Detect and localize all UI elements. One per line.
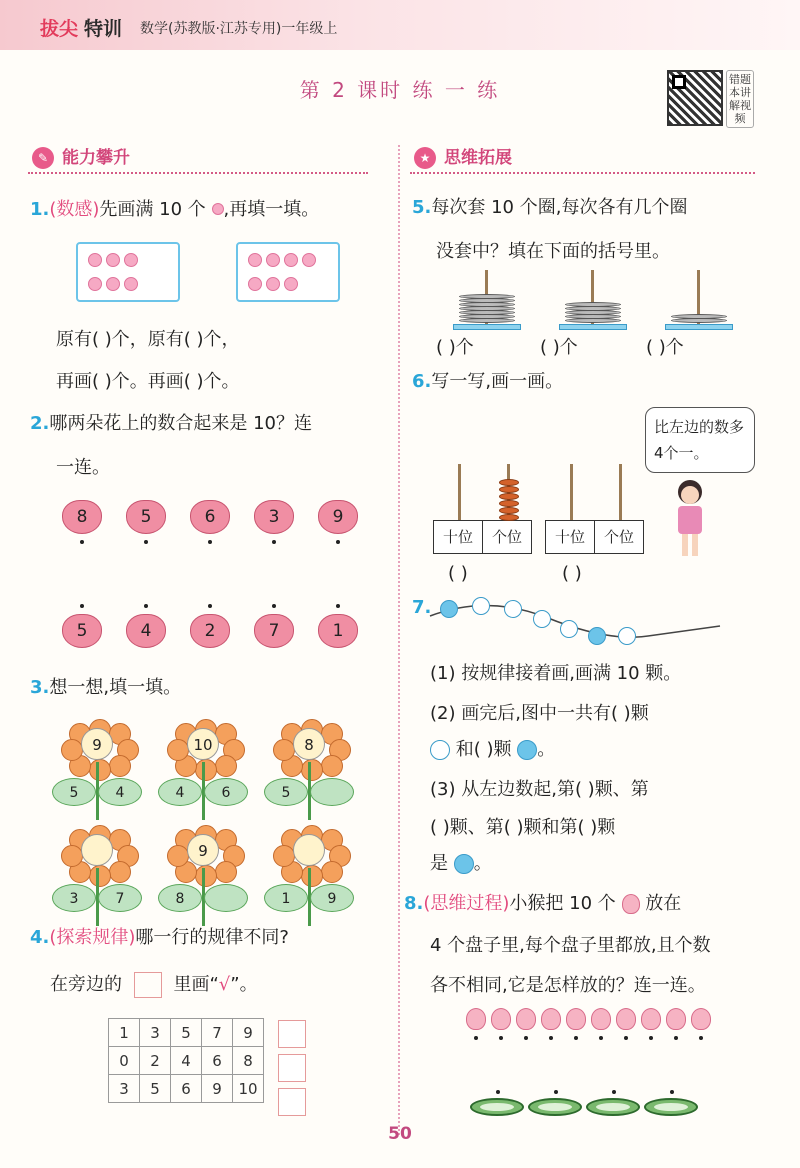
q2-top-flower[interactable] [190, 500, 230, 534]
abacus-b-ones: 个位 [594, 520, 644, 554]
flower-leaf-right[interactable]: 4 [98, 778, 142, 806]
table-cell: 2 [140, 1047, 171, 1075]
number-flower [158, 718, 248, 838]
table-row [109, 1075, 264, 1103]
bead-white-icon [533, 610, 551, 628]
flower-leaf-left[interactable]: 3 [52, 884, 96, 912]
table-row [109, 1019, 264, 1047]
q1-text: 1.(数感)先画满 10 个 ,再填一填。 [30, 199, 320, 220]
abacus-bead-icon [499, 500, 519, 507]
flower-number: 1 [332, 621, 344, 641]
q1-line1[interactable]: 原有( )个，原有( )个， [56, 329, 240, 350]
peach-icon [516, 1008, 536, 1030]
q2-bot-flower[interactable] [190, 614, 230, 648]
q8-text3: 4 个盘子里,每个盘子里都放,且个数 [430, 935, 711, 956]
table-cell: 8 [233, 1047, 264, 1075]
peach-icon [466, 1008, 486, 1030]
peach-icon [566, 1008, 586, 1030]
q8-text: 8.(思维过程)小猴把 10 个 放在 [404, 893, 682, 914]
number-flower [264, 718, 354, 838]
q2-bot-flower[interactable] [254, 614, 294, 648]
section-thinking: ★ 思维拓展 [410, 142, 755, 174]
table-cell: 9 [233, 1019, 264, 1047]
peg-base [559, 324, 627, 330]
connect-dot[interactable] [624, 1036, 628, 1040]
bead-blue-icon [588, 627, 606, 645]
flower-center[interactable]: 10 [187, 728, 219, 760]
peg-base [453, 324, 521, 330]
q7-s2[interactable]: (2) 画完后,图中一共有( )颗 [430, 703, 649, 724]
plate-icon[interactable] [470, 1098, 524, 1116]
subject-title: 数学(苏教版·江苏专用)一年级上 [140, 21, 338, 37]
q5-text2: 没套中？填在下面的括号里。 [436, 241, 670, 262]
connect-dot[interactable] [336, 604, 340, 608]
peach-icon [591, 1008, 611, 1030]
q2-bot-flower[interactable] [126, 614, 166, 648]
q5-text: 5.每次套 10 个圈,每次各有几个圈 [412, 197, 688, 218]
table-cell: 1 [109, 1019, 140, 1047]
connect-dot[interactable] [554, 1090, 558, 1094]
table-cell: 5 [140, 1075, 171, 1103]
flower-number: 5 [76, 621, 88, 641]
peach-icon [691, 1008, 711, 1030]
ring-icon [459, 294, 515, 299]
peach-icon [641, 1008, 661, 1030]
connect-dot[interactable] [649, 1036, 653, 1040]
table-row [109, 1047, 264, 1075]
circle-icon [212, 203, 224, 215]
q3-text: 3.想一想,填一填。 [30, 677, 182, 698]
connect-dot[interactable] [674, 1036, 678, 1040]
connect-dot[interactable] [699, 1036, 703, 1040]
q2-top-flower[interactable] [318, 500, 358, 534]
q6-paren-a[interactable]: ( ) [448, 563, 468, 584]
girl-icon [670, 480, 710, 560]
flower-leaf-right[interactable] [310, 778, 354, 806]
q8-text4: 各不相同,它是怎样放的？连一连。 [430, 975, 706, 996]
qr-code-icon[interactable] [667, 70, 723, 126]
section-icon: ✎ [32, 147, 54, 169]
peach-icon [622, 894, 640, 914]
flower-leaf-left[interactable]: 4 [158, 778, 202, 806]
connect-dot[interactable] [144, 604, 148, 608]
q7-s5[interactable]: ( )颗、第( )颗和第( )颗 [430, 817, 616, 838]
peach-icon [616, 1008, 636, 1030]
flower-leaf-right[interactable] [204, 884, 248, 912]
flower-center[interactable] [293, 834, 325, 866]
flower-center[interactable]: 8 [293, 728, 325, 760]
q2-bot-flower[interactable] [318, 614, 358, 648]
q4-check-box-3[interactable] [278, 1088, 306, 1116]
connect-dot[interactable] [272, 604, 276, 608]
section-ability: ✎ 能力攀升 [28, 142, 368, 174]
flower-number: 2 [204, 621, 216, 641]
abacus-a-ones: 个位 [482, 520, 532, 554]
flower-number: 5 [140, 507, 152, 527]
brand-b: 特训 [84, 18, 123, 40]
q1-box-a [76, 242, 180, 302]
flower-leaf-right[interactable]: 9 [310, 884, 354, 912]
table-cell: 3 [109, 1075, 140, 1103]
q5-answer-3[interactable]: ( )个 [646, 337, 684, 358]
peach-icon [541, 1008, 561, 1030]
q5-answer-1[interactable]: ( )个 [436, 337, 474, 358]
q4-table [108, 1018, 264, 1103]
lesson-title: 第 2 课时 练 一 练 [299, 78, 501, 102]
column-divider [398, 145, 400, 1135]
connect-dot[interactable] [208, 604, 212, 608]
connect-dot[interactable] [574, 1036, 578, 1040]
number-flower [52, 718, 142, 838]
table-cell: 7 [202, 1019, 233, 1047]
q2-top-flower[interactable] [126, 500, 166, 534]
q4-table-wrap [108, 1018, 264, 1103]
connect-dot[interactable] [474, 1036, 478, 1040]
blue-bead-icon [454, 854, 474, 874]
table-cell: 10 [233, 1075, 264, 1103]
q5-answer-2[interactable]: ( )个 [540, 337, 578, 358]
q2-top-flower[interactable] [254, 500, 294, 534]
flower-leaf-left[interactable]: 8 [158, 884, 202, 912]
q7-s1: (1) 按规律接着画,画满 10 颗。 [430, 663, 682, 684]
abacus-bead-icon [499, 493, 519, 500]
q2-text2: 一连。 [56, 457, 110, 478]
ring-icon [565, 302, 621, 307]
q6-text: 6.写一写,画一画。 [412, 371, 564, 392]
table-cell: 0 [109, 1047, 140, 1075]
bead-white-icon [504, 600, 522, 618]
flower-center[interactable]: 9 [187, 834, 219, 866]
speech-bubble: 比左边的数多4个一。 [645, 407, 755, 473]
connect-dot[interactable] [272, 540, 276, 544]
abacus-bead-icon [499, 507, 519, 514]
table-cell: 6 [202, 1047, 233, 1075]
flower-leaf-left[interactable]: 1 [264, 884, 308, 912]
ring-icon [671, 314, 727, 319]
bead-white-icon [560, 620, 578, 638]
connect-dot[interactable] [496, 1090, 500, 1094]
q6-paren-b[interactable]: ( ) [562, 563, 582, 584]
q7-num: 7. [412, 597, 432, 618]
connect-dot[interactable] [144, 540, 148, 544]
connect-dot[interactable] [499, 1036, 503, 1040]
abacus-b-tens-rod [570, 464, 573, 520]
connect-dot[interactable] [612, 1090, 616, 1094]
table-cell: 6 [171, 1075, 202, 1103]
table-cell: 3 [140, 1019, 171, 1047]
section-icon: ★ [414, 147, 436, 169]
flower-leaf-right[interactable]: 6 [204, 778, 248, 806]
flower-leaf-left[interactable]: 5 [264, 778, 308, 806]
q7-s3[interactable]: 和( )颗 。 [430, 738, 555, 762]
q4-check-box-1[interactable] [278, 1020, 306, 1048]
connect-dot[interactable] [208, 540, 212, 544]
number-flower [52, 824, 142, 944]
q7-s4[interactable]: (3) 从左边数起,第( )颗、第 [430, 779, 649, 800]
abacus-b-tens: 十位 [545, 520, 595, 554]
abacus-bead-icon [499, 514, 519, 521]
abacus-a-tens: 十位 [433, 520, 483, 554]
number-flower [158, 824, 248, 944]
bead-blue-icon [440, 600, 458, 618]
plate-icon[interactable] [528, 1098, 582, 1116]
blue-bead-icon [517, 740, 537, 760]
connect-dot[interactable] [80, 604, 84, 608]
flower-number: 8 [76, 507, 88, 527]
connect-dot[interactable] [336, 540, 340, 544]
flower-number: 6 [204, 507, 216, 527]
flower-center[interactable]: 9 [81, 728, 113, 760]
page-number: 50 [388, 1124, 412, 1144]
check-box-icon [134, 972, 162, 998]
connect-dot[interactable] [524, 1036, 528, 1040]
q2-bot-flower[interactable] [62, 614, 102, 648]
connect-dot[interactable] [549, 1036, 553, 1040]
table-cell: 5 [171, 1019, 202, 1047]
q2-text: 2.哪两朵花上的数合起来是 10？连 [30, 413, 312, 434]
flower-leaf-left[interactable]: 5 [52, 778, 96, 806]
qr-label: 错题本讲解视频 [726, 70, 754, 128]
brand-a: 拔尖 [40, 18, 79, 40]
white-bead-icon [430, 740, 450, 760]
connect-dot[interactable] [599, 1036, 603, 1040]
q2-top-flower[interactable] [62, 500, 102, 534]
table-cell: 9 [202, 1075, 233, 1103]
flower-number: 7 [268, 621, 280, 641]
peach-icon [666, 1008, 686, 1030]
q7-s6: 是 。 [430, 853, 492, 874]
bead-white-icon [618, 627, 636, 645]
flower-leaf-right[interactable]: 7 [98, 884, 142, 912]
peg-base [665, 324, 733, 330]
abacus-bead-icon [499, 486, 519, 493]
q4-check-box-2[interactable] [278, 1054, 306, 1082]
connect-dot[interactable] [670, 1090, 674, 1094]
q1-line2[interactable]: 再画( )个。再画( )个。 [56, 371, 240, 392]
q4-text2: 在旁边的 里画“√”。 [50, 972, 258, 998]
peach-icon [491, 1008, 511, 1030]
abacus-bead-icon [499, 479, 519, 486]
plate-icon[interactable] [586, 1098, 640, 1116]
flower-number: 3 [268, 507, 280, 527]
q1-box-b [236, 242, 340, 302]
plate-icon[interactable] [644, 1098, 698, 1116]
flower-number: 9 [332, 507, 344, 527]
flower-number: 4 [140, 621, 152, 641]
bead-white-icon [472, 597, 490, 615]
table-cell: 4 [171, 1047, 202, 1075]
number-flower [264, 824, 354, 944]
abacus-b-ones-rod [619, 464, 622, 520]
connect-dot[interactable] [80, 540, 84, 544]
flower-center[interactable] [81, 834, 113, 866]
abacus-a-tens-rod [458, 464, 461, 520]
q4-text: 4.(探索规律)哪一行的规律不同? [30, 927, 289, 948]
